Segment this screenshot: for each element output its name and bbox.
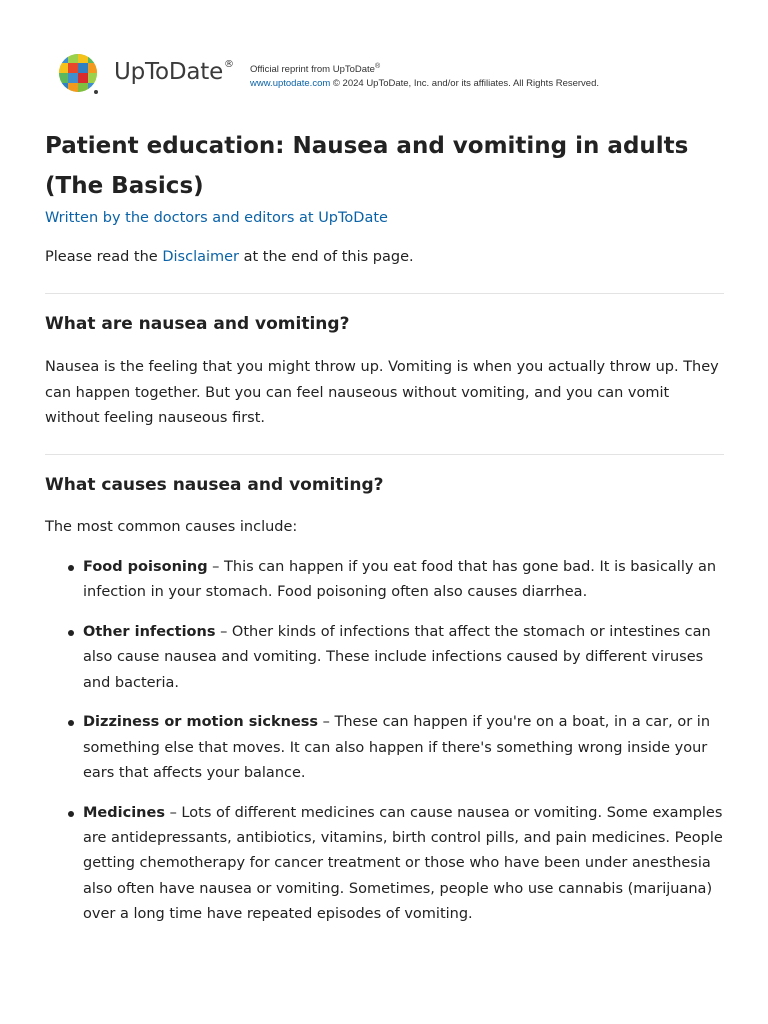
copyright-line <box>250 77 599 91</box>
list-item-text: – Other kinds of infections that affect the stomach or intestines can also cause nausea and vomiting. These include infections caused by different viruses and bacteria. <box>83 624 711 691</box>
disclaimer-prefix: Please read the <box>45 249 163 265</box>
brand-registered-mark: ® <box>224 59 234 71</box>
reprint-line <box>250 60 599 77</box>
reprint-label: Official reprint from UpToDate <box>250 64 375 76</box>
list-item <box>45 710 724 786</box>
brand-name <box>114 59 234 85</box>
section-intro-causes: The most common causes include: <box>45 519 298 535</box>
list-item <box>45 555 724 606</box>
list-item-term: Medicines <box>83 804 165 821</box>
bullet-icon <box>68 565 74 571</box>
list-item-text: – These can happen if you're on a boat, in a car, or in something else that moves. It can also happen if there's something wrong inside your ears that affects your balance. <box>83 714 711 782</box>
uptodate-logo-icon <box>58 53 100 95</box>
bullet-icon <box>68 811 74 817</box>
section-heading-causes: What causes nausea and vomiting? <box>45 475 384 495</box>
reprint-notice <box>250 60 599 91</box>
brand-header <box>58 52 234 96</box>
list-item-text: – This can happen if you eat food that has gone bad. It is basically an infection in your stomach. Food poisoning often also causes diarrhea. <box>83 559 717 601</box>
section-divider <box>45 454 724 455</box>
list-item-term: Dizziness or motion sickness <box>83 714 319 731</box>
section-heading-what-are: What are nausea and vomiting? <box>45 314 350 334</box>
section-divider <box>45 293 724 294</box>
brand-name-text: UpToDate <box>114 59 224 85</box>
site-link[interactable]: www.uptodate.com <box>250 78 331 90</box>
list-item-text: – Lots of different medicines can cause nausea or vomiting. Some examples are antidepressants, antibiotics, vitamins, birth control pills, and pain medicines. People getting chemotherapy for cancer treatment or those who have been under anesthesia also often have nausea or vomiting. Sometimes, people who use cannabis (marijuana) over a long time have repeated episodes of vomiting. <box>83 804 723 923</box>
disclaimer-suffix: at the end of this page. <box>239 249 414 265</box>
copyright-text: © 2024 UpToDate, Inc. and/or its affiliates. All Rights Reserved. <box>330 78 600 90</box>
disclaimer-note <box>45 246 414 268</box>
reprint-registered-mark: ® <box>374 63 381 70</box>
list-item <box>45 620 724 696</box>
list-item <box>45 801 724 927</box>
byline-link[interactable]: Written by the doctors and editors at UpToDate <box>45 210 388 226</box>
list-item-term: Food poisoning <box>83 559 208 575</box>
causes-list <box>45 555 724 942</box>
bullet-icon <box>68 630 74 636</box>
bullet-icon <box>68 720 74 726</box>
list-item-term: Other infections <box>83 624 216 641</box>
disclaimer-link[interactable]: Disclaimer <box>162 249 240 265</box>
page-title: Patient education: Nausea and vomiting in adults (The Basics) <box>45 133 689 199</box>
section-body-what-are: Nausea is the feeling that you might throw up. Vomiting is when you actually throw up. They can happen together. But you can feel nauseous without vomiting, and you can vomit without feeling nauseous first. <box>45 359 719 426</box>
